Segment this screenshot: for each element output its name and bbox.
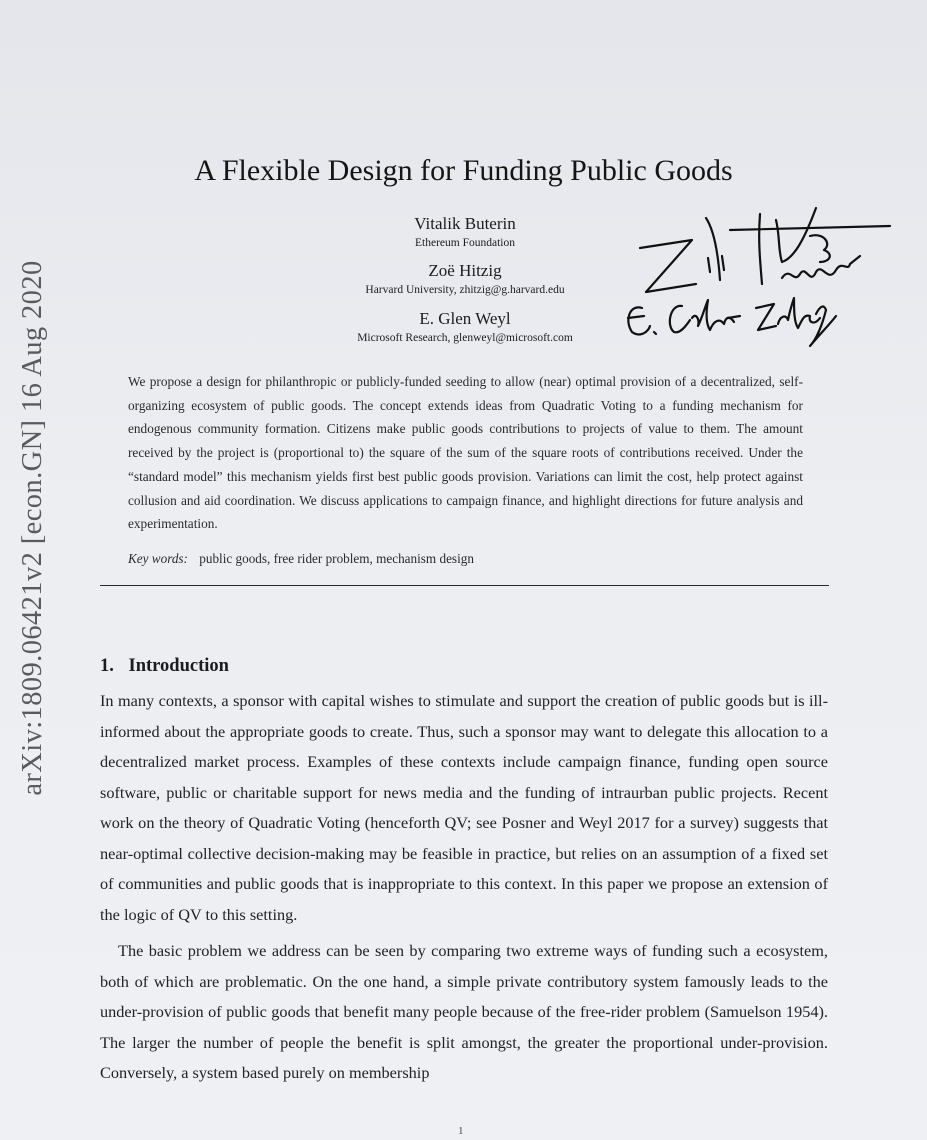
signature-stroke <box>778 298 820 328</box>
author-block-weyl <box>315 309 615 344</box>
author-affiliation: Harvard University, zhitzig@g.harvard.edu <box>365 284 565 296</box>
arxiv-identifier-stamp: arXiv:1809.06421v2 [econ.GN] 16 Aug 2020 <box>17 260 48 796</box>
introduction-body <box>100 686 828 1089</box>
handwritten-signatures <box>610 200 910 350</box>
author-name: E. Glen Weyl <box>419 309 511 328</box>
keywords-line <box>128 551 474 567</box>
signature-stroke <box>708 258 710 272</box>
signature-stroke <box>728 316 740 318</box>
paper-title: A Flexible Design for Funding Public Goods <box>194 154 733 187</box>
signature-stroke <box>670 306 690 332</box>
signature-stroke <box>628 316 644 318</box>
body-paragraph: In many contexts, a sponsor with capital wishes to stimulate and support the creation of public goods but is ill-informed about the appropriate goods to create. Thus, such a sponsor may want to delegate this allocation to a decentralized market process. Examples of these contexts include campaign finance, funding open source software, public or charitable support for news media and the funding of intraurban public projects. Recent work on the theory of Quadratic Voting (henceforth QV; see Posner and Weyl 2017 for a survey) suggests that near-optimal collective decision-making may be feasible in practice, but relies on an assumption of a fixed set of communities and public goods that is inappropriate to this context. In this paper we propose an extension of the logic of QV to this setting. <box>100 691 828 924</box>
abstract-text: We propose a design for philanthropic or publicly-funded seeding to allow (near) optimal provision of a decentralized, self-organizing ecosystem of public goods. The concept extends ideas from Quadratic Voting to a funding mechanism for endogenous community formation. Citizens make public goods contributions to projects of value to them. The amount received by the project is (proportional to) the square of the sum of the square roots of contributions received. Under the “standard model” this mechanism yields first best public goods provision. Variations can limit the cost, help protect against collusion and aid coordination. We discuss applications to campaign finance, and highlight directions for future analysis and experimentation. <box>128 374 803 532</box>
keywords-value: public goods, free rider problem, mechanism design <box>199 551 474 566</box>
signature-stroke <box>810 235 830 262</box>
author-name: Zoë Hitzig <box>428 261 502 280</box>
signature-stroke <box>782 256 860 278</box>
author-affiliation: Ethereum Foundation <box>415 237 515 249</box>
signature-stroke <box>706 218 720 280</box>
author-name: Vitalik Buterin <box>414 214 516 233</box>
keywords-label: Key words: <box>128 551 188 566</box>
signature-stroke <box>628 307 650 334</box>
signature-stroke <box>722 256 724 270</box>
section-heading-introduction <box>100 656 229 677</box>
author-block-hitzig <box>315 261 615 296</box>
signature-stroke <box>810 307 836 346</box>
section-title: Introduction <box>128 656 229 676</box>
page-number: 1 <box>458 1125 464 1137</box>
signature-stroke <box>692 300 734 330</box>
author-block-buterin <box>315 214 615 249</box>
signature-stroke <box>730 226 890 230</box>
section-number: 1. <box>100 656 114 676</box>
body-paragraph: The basic problem we address can be seen by comparing two extreme ways of funding such a ecosystem, both of which are problematic. On the one hand, a simple private contributory system famously leads to the under-provision of public goods that benefit many people because of the free-rider problem (Samuelson 1954). The larger the number of people the benefit is split amongst, the greater the proportional under-provision. Conversely, a system based purely on membership <box>100 941 828 1082</box>
section-divider-rule <box>100 585 829 586</box>
signature-stroke <box>654 332 656 334</box>
signature-stroke <box>640 240 696 292</box>
author-affiliation: Microsoft Research, glenweyl@microsoft.com <box>357 332 573 344</box>
signature-stroke <box>756 304 776 330</box>
signature-stroke <box>759 214 762 284</box>
